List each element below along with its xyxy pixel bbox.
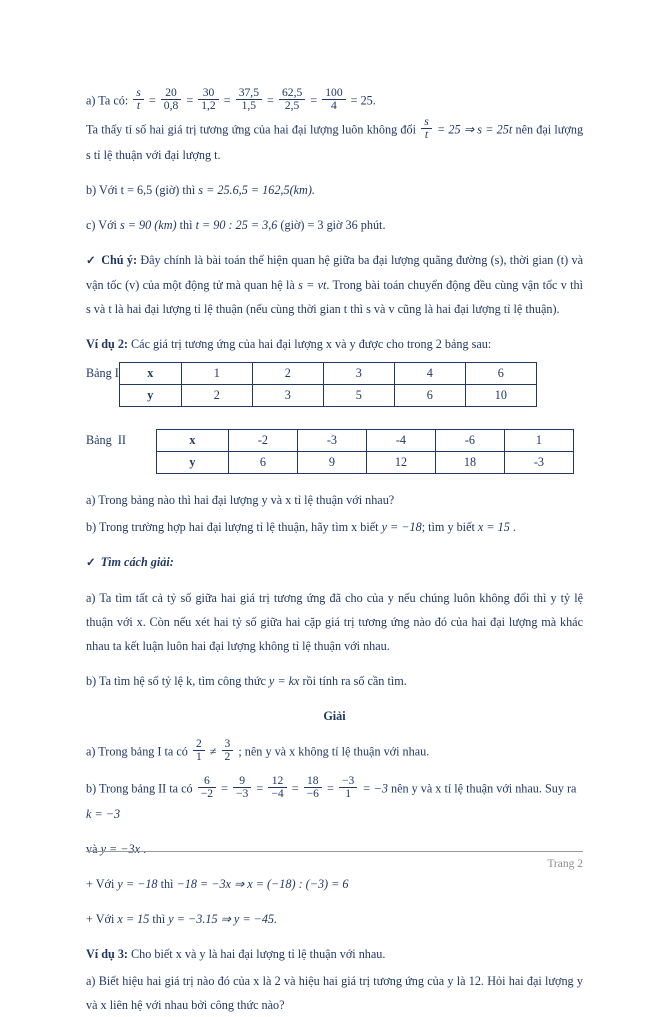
paragraph-example-2-heading xyxy=(86,332,583,356)
fraction-3-over-2: $\frac{3}{2}$ xyxy=(222,738,234,764)
paragraph-b-t65 xyxy=(86,178,583,202)
equals-sign: = xyxy=(256,781,264,796)
equals-sign: = xyxy=(291,781,299,796)
paragraph-ratio-constant xyxy=(86,114,584,167)
solution-b-text-4: . xyxy=(143,842,147,857)
question-b-text-2: ; tìm y biết xyxy=(421,520,475,535)
table-2-label: Bảng II xyxy=(86,433,126,448)
result-25: = 25. xyxy=(350,93,376,108)
table-1-r1-c3: 5 xyxy=(323,385,394,407)
table-row xyxy=(156,430,573,452)
math-c-s90: s = 90 (km) xyxy=(119,218,177,233)
ratio-text-1: Ta thấy tỉ số hai giá trị tương ứng của hai đại lượng luôn không đổi xyxy=(86,122,416,137)
table-2-block xyxy=(86,429,583,474)
equals-sign: = xyxy=(186,93,194,108)
fraction-18-over-minus6: $\frac{18}{-6}$ xyxy=(304,775,322,801)
solution-a-text-1: a) Trong bảng I ta có xyxy=(86,744,188,759)
table-row xyxy=(119,385,536,407)
fraction-s-over-t-inline: $\frac{s}{t}$ xyxy=(421,116,432,142)
table-2-r0-c0: x xyxy=(156,430,228,452)
fraction-625-over-25: $\frac{62,5}{2,5}$ xyxy=(279,87,305,113)
bullet-2-thi: thì xyxy=(152,912,166,927)
fraction-2-over-1: $\frac{2}{1}$ xyxy=(193,738,205,764)
math-bullet-1-solve: −18 = −3x ⇒ x = (−18) : (−3) = 6 xyxy=(176,877,349,892)
question-b-text-1: b) Trong trường hợp hai đại lượng tỉ lệ thuận, hãy tìm x biết xyxy=(86,520,379,535)
example-3-label: Ví dụ 3: xyxy=(86,947,128,962)
table-2-r0-c1: -2 xyxy=(228,430,297,452)
table-1-r0-c4: 4 xyxy=(394,363,465,385)
equals-sign: = xyxy=(327,781,334,796)
table-1-r0-c2: 2 xyxy=(252,363,323,385)
equals-sign: = xyxy=(310,93,318,108)
math-equals-minus3: = −3 xyxy=(362,781,388,796)
ratio-equals-25: = 25 xyxy=(436,122,461,137)
example-3-a-text: a) Biết hiệu hai giá trị nào đó của x là 2 và hiệu hai giá trị tương ứng của y là 12. Hỏi hai đại lượng y và x liên hệ với nhau bởi công thức nào? xyxy=(86,974,583,1013)
not-equal-sign: ≠ xyxy=(209,744,217,759)
note-text-2: . Trong bài toán chuyển động đều cùng vận tốc v thì s và t là hai đại lượng tỉ lệ thuận (nếu cùng thời gian t thì s và v cũng là hai đại lượng tỉ lệ thuận). xyxy=(86,278,584,317)
table-1 xyxy=(119,362,537,407)
paragraph-c-s90 xyxy=(86,213,583,237)
math-y-equals-kx: y = kx xyxy=(268,674,300,689)
fraction-minus3-over-1: $\frac{-3}{1}$ xyxy=(339,775,357,801)
paragraph-bullet-1 xyxy=(86,872,583,896)
bullet-2-prefix: + Với xyxy=(86,912,115,927)
table-1-block xyxy=(86,362,583,407)
solution-a-text-2: ; nên y và x không tỉ lệ thuận với nhau. xyxy=(238,744,430,759)
page-footer xyxy=(86,851,583,870)
paragraph-a-ratio-chain xyxy=(86,85,583,114)
paragraph-find-method-a xyxy=(86,586,583,658)
fraction-30-over-12: $\frac{30}{1,2}$ xyxy=(198,87,219,113)
ratio-text-3: s tỉ lệ thuận với đại lượng t. xyxy=(86,148,221,163)
equals-sign: = xyxy=(223,93,231,108)
example-2-text: Các giá trị tương ứng của hai đại lượng x và y được cho trong 2 bảng sau: xyxy=(131,337,492,352)
table-1-r1-c5: 10 xyxy=(465,385,536,407)
math-k-equals-minus3: k = −3 xyxy=(86,807,121,822)
table-2-r1-c0: y xyxy=(156,452,228,474)
paragraph-bullet-2 xyxy=(86,907,583,931)
table-2-r1-c1: 6 xyxy=(228,452,297,474)
paragraph-solution-a xyxy=(86,736,583,765)
label-a-prefix: a) Ta có: xyxy=(86,93,129,108)
fraction-s-over-t: $\frac{s}{t}$ xyxy=(133,87,144,113)
bullet-1-prefix: + Với xyxy=(86,877,115,892)
paragraph-find-method-heading xyxy=(86,550,583,575)
question-a-text: a) Trong bảng nào thì hai đại lượng y và x tỉ lệ thuận với nhau? xyxy=(86,493,395,508)
table-2-r0-c2: -3 xyxy=(297,430,366,452)
math-c-t: t = 90 : 25 = 3,6 xyxy=(195,218,278,233)
fraction-6-over-minus2: $\frac{6}{-2}$ xyxy=(198,775,216,801)
solution-heading xyxy=(86,704,583,728)
label-c: c) Với xyxy=(86,218,117,233)
equals-sign: = xyxy=(221,781,228,796)
table-2-r0-c3: -4 xyxy=(366,430,435,452)
math-y-equals-minus18: y = −18 xyxy=(381,520,422,535)
table-1-r1-c4: 6 xyxy=(394,385,465,407)
table-1-r0-c3: 3 xyxy=(323,363,394,385)
bullet-1-thi: thì xyxy=(160,877,174,892)
find-method-b-text-1: b) Ta tìm hệ số tỷ lệ k, tìm công thức xyxy=(86,674,266,689)
text-gio-36phut: (giờ) = 3 giờ 36 phút. xyxy=(280,218,386,233)
paragraph-question-a xyxy=(86,488,583,512)
example-3-text: Cho biết x và y là hai đại lượng tỉ lệ thuận với nhau. xyxy=(131,947,386,962)
table-2-r0-c5: 1 xyxy=(504,430,573,452)
table-1-r1-c1: 2 xyxy=(181,385,252,407)
table-row xyxy=(119,363,536,385)
table-2-r0-c4: -6 xyxy=(435,430,504,452)
fraction-100-over-4: $\frac{100}{4}$ xyxy=(322,87,345,113)
math-bullet-1-y: y = −18 xyxy=(117,877,158,892)
math-y-equals-minus3x: y = −3x xyxy=(100,842,141,857)
ratio-implies-s-25t: ⇒ s = 25t xyxy=(463,122,513,137)
ratio-text-2: nên đại lượng xyxy=(515,122,584,137)
paragraph-note-chu-y xyxy=(86,248,583,321)
table-1-r1-c0: y xyxy=(119,385,181,407)
table-2-r1-c3: 12 xyxy=(366,452,435,474)
footer-divider xyxy=(86,851,583,852)
table-2-r1-c5: -3 xyxy=(504,452,573,474)
table-row xyxy=(156,452,573,474)
math-bullet-2-solve: y = −3.15 ⇒ y = −45. xyxy=(168,912,278,927)
equals-sign: = xyxy=(148,93,156,108)
paragraph-question-b xyxy=(86,515,583,539)
paragraph-solution-b xyxy=(86,773,583,826)
solution-b-text-3: và xyxy=(86,842,98,857)
fraction-9-over-minus3: $\frac{9}{-3}$ xyxy=(233,775,251,801)
fraction-12-over-minus4: $\frac{12}{-4}$ xyxy=(268,775,286,801)
note-label: Chú ý: xyxy=(101,253,138,268)
paragraph-find-method-b xyxy=(86,669,583,693)
paragraph-example-3-a xyxy=(86,969,583,1017)
math-x-equals-15: x = 15 xyxy=(477,520,510,535)
paragraph-example-3-heading xyxy=(86,942,583,966)
table-1-r0-c1: 1 xyxy=(181,363,252,385)
example-2-label: Ví dụ 2: xyxy=(86,337,128,352)
fraction-20-over-08: $\frac{20}{0,8}$ xyxy=(161,87,182,113)
table-1-r0-c0: x xyxy=(119,363,181,385)
checkmark-icon: ✓ xyxy=(86,255,96,268)
text-thi: thì xyxy=(179,218,193,233)
table-1-r1-c2: 3 xyxy=(252,385,323,407)
table-2-r1-c4: 18 xyxy=(435,452,504,474)
fraction-375-over-15: $\frac{37,5}{1,5}$ xyxy=(236,87,262,113)
find-method-a-text: a) Ta tìm tất cả tỷ số giữa hai giá trị tương ứng đã cho của y nếu chúng luôn không đổi thì y tỷ lệ thuận với x. Còn nếu xét hai tỷ số giữa hai cặp giá trị tương ứng nào đó của hai đại lượng mà khác nhau ta kết luận luôn hai đại lượng không tỉ lệ thuận với nhau. xyxy=(86,591,583,654)
find-method-label: Tìm cách giải: xyxy=(100,555,174,570)
question-b-text-3: . xyxy=(512,520,516,535)
math-s-equals-vt: s = vt xyxy=(298,278,327,293)
table-1-r0-c5: 6 xyxy=(465,363,536,385)
equals-sign: = xyxy=(267,93,274,108)
table-2-r1-c2: 9 xyxy=(297,452,366,474)
note-text-1: Đây chính là bài toán thể hiện quan hệ giữa ba đại lượng quãng đường (s), thời gian (t) và vận tốc (v) của một động tử mà quan hệ là xyxy=(86,253,584,293)
page-number: Trang 2 xyxy=(547,858,583,870)
math-b-result: s = 25.6,5 = 162,5(km). xyxy=(198,183,315,198)
solution-b-text-1: b) Trong bảng II ta có xyxy=(86,781,193,796)
math-bullet-2-x: x = 15 xyxy=(117,912,150,927)
find-method-b-text-2: rồi tính ra số cần tìm. xyxy=(302,674,407,689)
table-2 xyxy=(156,429,574,474)
solution-heading-text: Giải xyxy=(323,709,346,724)
table-1-label: Bảng I xyxy=(86,366,119,381)
label-b: b) Với t = 6,5 (giờ) thì xyxy=(86,183,196,198)
solution-b-text-2: nên y và x tỉ lệ thuận với nhau. Suy ra xyxy=(390,781,577,796)
checkmark-icon: ✓ xyxy=(86,557,96,570)
